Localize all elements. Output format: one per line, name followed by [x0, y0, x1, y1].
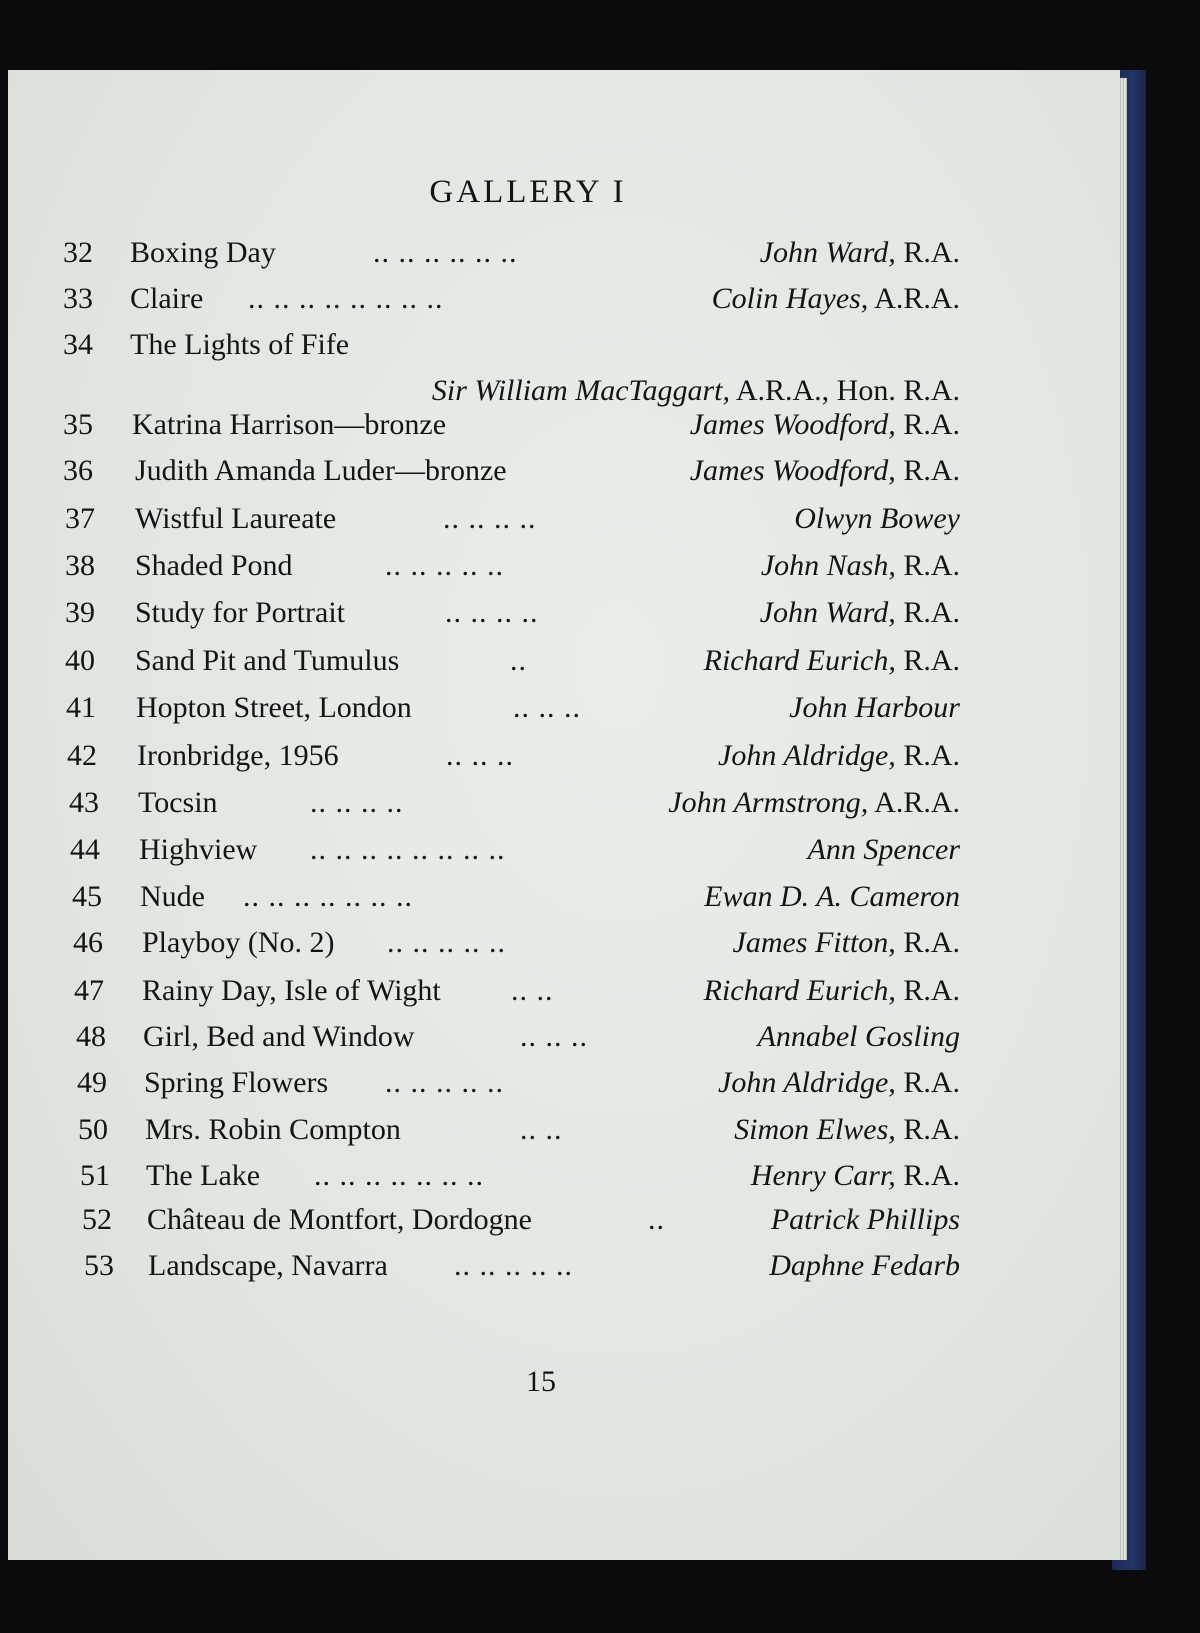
entry-number: 37: [65, 502, 95, 535]
entry-number: 52: [82, 1203, 112, 1236]
entry-artist: [751, 1159, 960, 1193]
artist-name: Colin Hayes,: [711, 282, 869, 315]
dot-leader: .. .. .. .. .. .. ..: [314, 1159, 484, 1192]
artist-honours: R.A.: [895, 236, 960, 269]
artist-name: Sir William MacTaggart,: [431, 374, 730, 407]
artist-name: Daphne Fedarb: [769, 1249, 960, 1282]
artist-name: Patrick Phillips: [770, 1203, 960, 1236]
entry-artist: [704, 644, 960, 678]
dot-leader: .. .. .. .. .. .. ..: [243, 880, 413, 913]
catalogue-entry: [8, 282, 960, 322]
catalogue-entry: [8, 1159, 960, 1199]
entry-number: 51: [80, 1159, 110, 1192]
dot-leader: .. .. .. .. ..: [385, 549, 504, 582]
entry-artist: [761, 549, 960, 583]
artist-honours: R.A.: [895, 596, 960, 629]
dot-leader: .. .. ..: [446, 739, 514, 772]
catalogue-entry: [8, 1113, 960, 1153]
entry-title: Landscape, Navarra: [148, 1249, 388, 1282]
catalogue-entry: [8, 408, 960, 448]
entry-number: 41: [66, 691, 96, 724]
entry-artist: [789, 691, 960, 725]
entry-artist: [734, 1113, 960, 1147]
entry-title: Katrina Harrison—bronze: [132, 408, 447, 441]
artist-honours: A.R.A.: [868, 786, 960, 819]
artist-honours: R.A.: [895, 739, 960, 772]
artist-honours: R.A.: [895, 1066, 960, 1099]
artist-name: Ewan D. A. Cameron: [704, 880, 960, 913]
dot-leader: .. .. .. .. .. ..: [373, 236, 518, 269]
entry-number: 32: [63, 236, 93, 269]
entry-title: Mrs. Robin Compton: [145, 1113, 401, 1146]
entry-title: Tocsin: [138, 786, 218, 819]
entry-title: Hopton Street, London: [136, 691, 412, 724]
entry-number: 45: [72, 880, 102, 913]
entry-title: Château de Montfort, Dordogne: [147, 1203, 532, 1236]
catalogue-entry: [8, 926, 960, 966]
entry-title: Study for Portrait: [135, 596, 345, 629]
entry-number: 33: [63, 282, 93, 315]
dot-leader: .. ..: [511, 974, 554, 1007]
entry-title: Sand Pit and Tumulus: [135, 644, 400, 677]
entry-title: Playboy (No. 2): [142, 926, 335, 959]
entry-title: Nude: [140, 880, 205, 913]
entry-title: Judith Amanda Luder—bronze: [135, 454, 507, 487]
artist-name: Richard Eurich,: [703, 974, 896, 1007]
catalogue-entry: [8, 691, 960, 731]
catalogue-entry: [8, 328, 960, 407]
dot-leader: ..: [510, 644, 527, 677]
catalogue-entry: [8, 974, 960, 1014]
catalogue-entry: [8, 1249, 960, 1289]
artist-name: James Woodford,: [689, 454, 896, 487]
catalogue-entry: [8, 1203, 960, 1243]
artist-honours: R.A.: [895, 974, 960, 1007]
entry-artist: [794, 502, 960, 536]
entry-title: Rainy Day, Isle of Wight: [142, 974, 441, 1007]
dot-leader: .. ..: [520, 1113, 563, 1146]
catalogue-entry: [8, 880, 960, 920]
entry-artist: [432, 374, 960, 408]
entry-title: Boxing Day: [130, 236, 276, 269]
entry-number: 36: [63, 454, 93, 487]
dot-leader: .. .. .. .. .. .. .. ..: [310, 833, 506, 866]
artist-name: Annabel Gosling: [757, 1020, 960, 1053]
entry-number: 46: [73, 926, 103, 959]
entry-number: 44: [70, 833, 100, 866]
artist-name: Simon Elwes,: [734, 1113, 896, 1146]
entry-artist: [760, 236, 960, 270]
artist-honours: R.A.: [895, 1159, 960, 1192]
catalogue-entry: [8, 236, 960, 276]
catalogue-entry: [8, 596, 960, 636]
entry-artist: [704, 974, 960, 1008]
entry-artist: [758, 1020, 961, 1054]
artist-name: James Woodford,: [689, 408, 896, 441]
entry-title: Shaded Pond: [135, 549, 293, 582]
catalogue-entry: [8, 739, 960, 779]
catalogue-entry: [8, 1066, 960, 1106]
artist-honours: A.R.A.: [868, 282, 960, 315]
artist-name: John Aldridge,: [718, 739, 896, 772]
entry-artist: [769, 1249, 960, 1283]
dot-leader: .. .. .. .. ..: [454, 1249, 573, 1282]
artist-honours: A.R.A., Hon. R.A.: [729, 374, 960, 407]
entry-title: Ironbridge, 1956: [137, 739, 339, 772]
dot-leader: ..: [648, 1203, 665, 1236]
artist-name: John Aldridge,: [718, 1066, 896, 1099]
entry-title: Claire: [130, 282, 204, 315]
catalogue-entry: [8, 502, 960, 542]
entry-title: The Lights of Fife: [130, 328, 350, 361]
entry-number: 50: [78, 1113, 108, 1146]
entry-title: The Lake: [146, 1159, 261, 1192]
entry-number: 40: [65, 644, 95, 677]
entry-artist: [760, 596, 960, 630]
artist-name: John Ward,: [759, 596, 896, 629]
dot-leader: .. .. .. .. ..: [385, 1066, 504, 1099]
dot-leader: .. .. .. ..: [443, 502, 537, 535]
entry-artist: [718, 739, 960, 773]
catalogue-entry: [8, 833, 960, 873]
entry-number: 48: [76, 1020, 106, 1053]
dot-leader: .. .. .. .. ..: [387, 926, 506, 959]
entry-artist: [668, 786, 960, 820]
catalogue-entry: [8, 786, 960, 826]
artist-name: Henry Carr,: [750, 1159, 896, 1192]
entry-number: 39: [65, 596, 95, 629]
entry-number: 35: [63, 408, 93, 441]
entry-number: 47: [74, 974, 104, 1007]
dot-leader: .. .. ..: [513, 691, 581, 724]
gallery-heading: GALLERY I: [429, 174, 627, 210]
entry-number: 42: [67, 739, 97, 772]
entry-artist: [733, 926, 961, 960]
artist-honours: R.A.: [895, 408, 960, 441]
page-number: 15: [526, 1365, 556, 1398]
dot-leader: .. .. .. .. .. .. .. ..: [248, 282, 444, 315]
entry-artist: [718, 1066, 960, 1100]
entry-title: Girl, Bed and Window: [143, 1020, 415, 1053]
entry-title: Highview: [139, 833, 258, 866]
artist-honours: R.A.: [895, 1113, 960, 1146]
entry-number: 53: [84, 1249, 114, 1282]
entry-number: 43: [69, 786, 99, 819]
entry-artist: [808, 833, 960, 867]
artist-honours: R.A.: [895, 644, 960, 677]
artist-honours: R.A.: [895, 926, 960, 959]
entry-artist: [771, 1203, 960, 1237]
artist-name: Ann Spencer: [807, 833, 960, 866]
artist-name: Richard Eurich,: [703, 644, 896, 677]
catalogue-entry: [8, 1020, 960, 1060]
entry-artist: [712, 282, 960, 316]
artist-name: John Ward,: [759, 236, 896, 269]
entry-title: Wistful Laureate: [135, 502, 337, 535]
dot-leader: .. .. ..: [520, 1020, 588, 1053]
artist-honours: R.A.: [895, 549, 960, 582]
entry-artist: [690, 408, 960, 442]
artist-name: John Armstrong,: [668, 786, 869, 819]
artist-name: James Fitton,: [732, 926, 896, 959]
entry-artist: [704, 880, 960, 914]
artist-honours: R.A.: [895, 454, 960, 487]
catalogue-entry: [8, 644, 960, 684]
entry-number: 49: [77, 1066, 107, 1099]
entry-title: Spring Flowers: [144, 1066, 329, 1099]
artist-name: John Nash,: [760, 549, 896, 582]
dot-leader: .. .. .. ..: [445, 596, 539, 629]
entry-number: 38: [65, 549, 95, 582]
entry-number: 34: [63, 328, 93, 361]
catalogue-entry: [8, 454, 960, 494]
dot-leader: .. .. .. ..: [310, 786, 404, 819]
artist-name: John Harbour: [789, 691, 960, 724]
catalogue-page: [8, 70, 1120, 1560]
artist-name: Olwyn Bowey: [794, 502, 960, 535]
entry-artist: [690, 454, 960, 488]
catalogue-entry: [8, 549, 960, 589]
